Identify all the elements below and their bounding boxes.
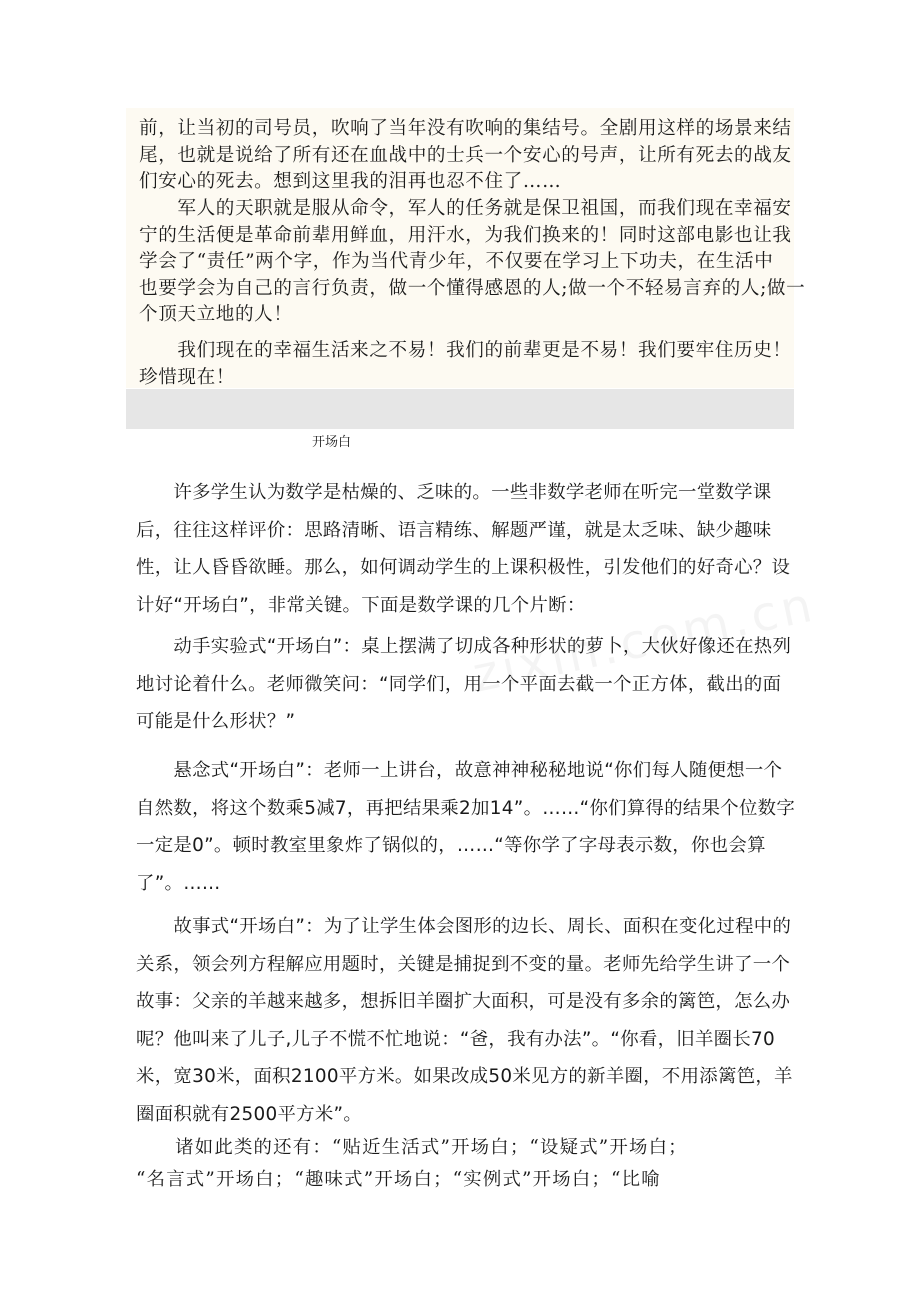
text-line: 米，宽30米，面积2100平方米。如果改成50米见方的新羊圈，不用添篱笆，羊 — [136, 1066, 793, 1087]
paragraph-cherish-history — [139, 338, 792, 391]
text-line: 故事式“开场白”：为了让学生体会图形的边长、周长、面积在变化过程中的 — [136, 916, 792, 937]
text-line: 地讨论着什么。老师微笑问：“同学们，用一个平面去截一个正方体，截出的面 — [136, 673, 782, 695]
paragraph-closing-list — [136, 1132, 688, 1196]
text-line: 珍惜现在！ — [139, 366, 235, 388]
text-line: 圈面积就有2500平方米”。 — [136, 1103, 363, 1125]
text-line: 尾，也就是说给了所有还在血战中的士兵一个安心的号声，让所有死去的战友 — [139, 144, 792, 166]
text-line: 悬念式“开场白”：老师一上讲台，故意神神秘秘地说“你们每人随便想一个 — [136, 760, 783, 781]
text-line: 学会了“责任”两个字，作为当代青少年，不仅要在学习上下功夫，在生活中 — [139, 251, 774, 273]
text-line: 自然数，将这个数乘5减7，再把结果乘2加14”。……“你们算得的结果个位数字 — [136, 797, 796, 819]
paragraph-hands-on-example — [136, 628, 791, 741]
text-line: 诸如此类的还有：“贴近生活式”开场白；“设疑式”开场白； — [136, 1137, 688, 1158]
section-divider-band — [126, 389, 794, 429]
paragraph-story-example — [136, 908, 793, 1133]
section-heading: 开场白 — [312, 435, 352, 450]
paragraph-intro — [136, 474, 790, 624]
text-line: 也要学会为自己的言行负责，做一个懂得感恩的人;做一个不轻易言弃的人;做一 — [139, 277, 806, 299]
text-line: 故事：父亲的羊越来越多，想拆旧羊圈扩大面积，可是没有多余的篱笆，怎么办 — [136, 991, 791, 1012]
text-line: “名言式”开场白；“趣味式”开场白；“实例式”开场白；“比喻 — [136, 1169, 661, 1190]
text-line: 呢？他叫来了儿子,儿子不慌不忙地说：“爸，我有办法”。“你看，旧羊圈长70 — [136, 1028, 776, 1050]
text-line: 军人的天职就是服从命令，军人的任务就是保卫祖国，而我们现在幸福安 — [139, 198, 792, 219]
text-line: 我们现在的幸福生活来之不易！我们的前辈更是不易！我们要牢住历史！ — [139, 340, 792, 361]
text-line: 动手实验式“开场白”：桌上摆满了切成各种形状的萝卜，大伙好像还在热列 — [136, 636, 792, 657]
text-line: 个顶天立地的人！ — [139, 304, 293, 326]
text-line: 宁的生活便是革命前辈用鲜血，用汗水，为我们换来的！同时这部电影也让我 — [139, 224, 792, 246]
text-line: 计好“开场白”，非常关键。下面是数学课的几个片断： — [136, 594, 586, 616]
paragraph-soldier-duty — [139, 196, 805, 329]
paragraph-ending-reflection — [139, 116, 792, 196]
text-line: 可能是什么形状？” — [136, 711, 296, 732]
text-line: 了”。…… — [136, 872, 221, 894]
text-line: 们安心的死去。想到这里我的泪再也忍不住了…… — [139, 171, 562, 193]
text-line: 一定是0”。顿时教室里象炸了锅似的，……“等你学了字母表示数，你也会算 — [136, 835, 766, 856]
text-line: 许多学生认为数学是枯燥的、乏味的。一些非数学老师在听完一堂数学课 — [136, 482, 772, 503]
text-line: 关系，领会列方程解应用题时，关键是捕捉到不变的量。老师先给学生讲了一个 — [136, 953, 791, 975]
paragraph-suspense-example — [136, 752, 795, 902]
text-line: 前，让当初的司号员，吹响了当年没有吹响的集结号。全剧用这样的场景来结 — [139, 118, 792, 139]
text-line: 性，让人昏昏欲睡。那么，如何调动学生的上课积极性，引发他们的好奇心？设 — [136, 557, 791, 578]
text-line: 后，往往这样评价：思路清晰、语言精练、解题严谨，就是太乏味、缺少趣味 — [136, 519, 772, 541]
